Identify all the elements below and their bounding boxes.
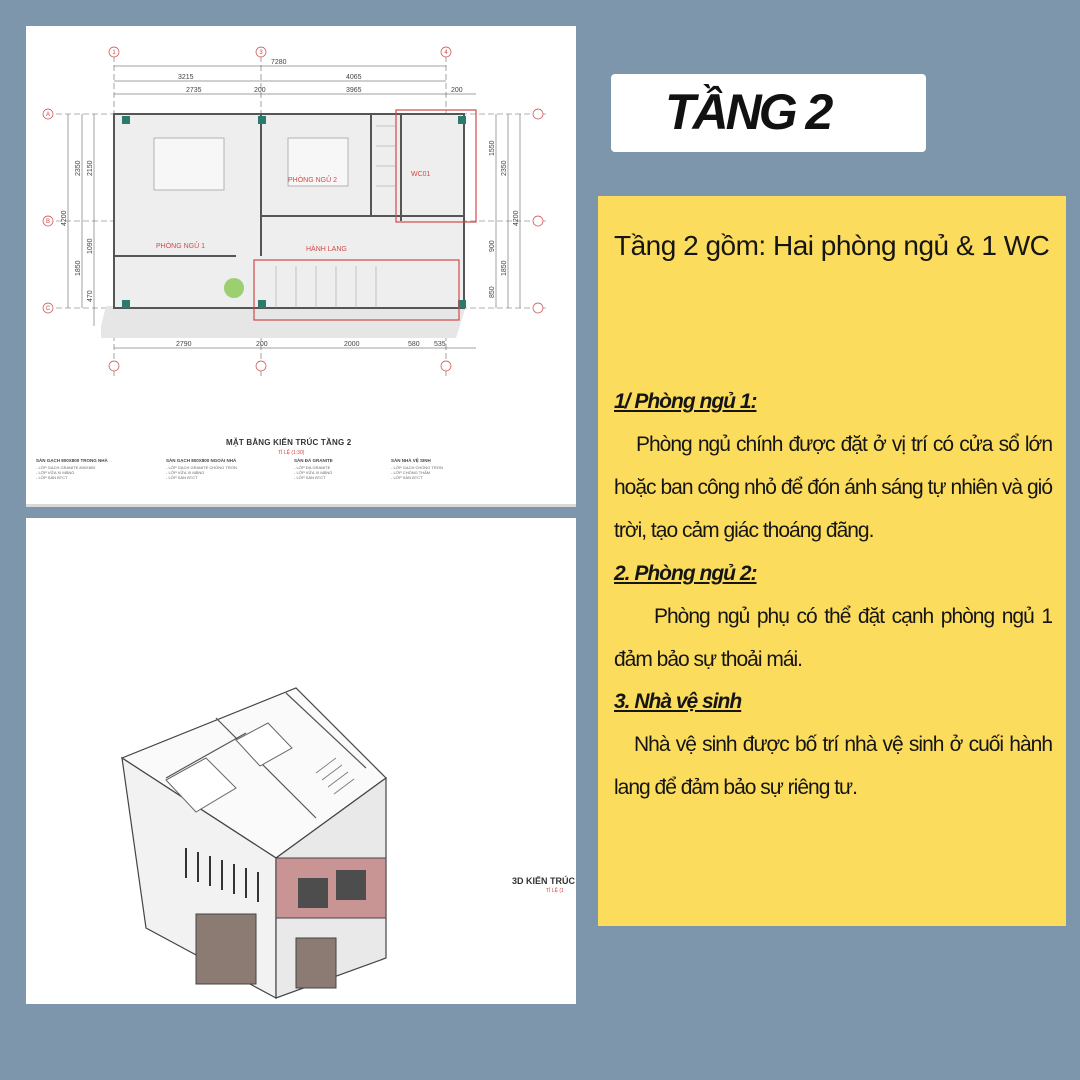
info-panel [598, 196, 1066, 926]
dim-top-total: 7280 [271, 59, 287, 66]
floor-plan-drawing [26, 26, 576, 504]
grid-col-3: 3 [259, 50, 263, 56]
dim-left-2: 1850 [75, 260, 82, 276]
room-label-bedroom1: PHÒNG NGỦ 1 [156, 243, 206, 250]
dim-right-2: 1850 [501, 260, 508, 276]
dim-top-2: 4065 [346, 74, 362, 81]
dim-left-total: 4200 [61, 210, 68, 226]
section-body: Phòng ngủ phụ có thể đặt cạnh phòng ngủ 1 đảm bảo sự thoải mái. [614, 605, 1052, 671]
page-title: TẦNG 2 [665, 84, 831, 140]
dim-right-total: 4200 [513, 210, 520, 226]
room-label-wc: WC01 [411, 171, 431, 178]
dim-left-5: 470 [87, 290, 94, 302]
dim-left-4: 1090 [87, 238, 94, 254]
legend-item: SÀN GẠCH 800X800 TRONG NHÀ - LỚP GẠCH GRANITE 800X800 - LỚP VỮA XI MĂNG - LỚP SÀN BTCT [36, 458, 108, 480]
dim-left-3: 2150 [87, 160, 94, 176]
section-heading: 1/ Phòng ngủ 1: [614, 390, 757, 413]
dim-left-1: 2350 [75, 160, 82, 176]
grid-row-a: A [45, 112, 51, 118]
dim-bottom-sub-5: 535 [434, 341, 446, 348]
section-body: Phòng ngủ chính được đặt ở vị trí có cửa sổ lớn hoặc ban công nhỏ để đón ánh sáng tự nhiên và gió trời, tạo cảm giác thoáng đãng. [614, 433, 1052, 542]
intro-text: Tầng 2 gồm: Hai phòng ngủ & 1 WC [614, 230, 1050, 261]
room-label-corridor: HÀNH LANG [306, 246, 347, 253]
section-heading: 2. Phòng ngủ 2: [614, 562, 757, 585]
dim-right-1: 2350 [501, 160, 508, 176]
grid-col-4: 4 [444, 50, 448, 56]
section-bedroom1 [614, 380, 1052, 552]
title-box [611, 74, 926, 152]
grid-row-b: B [45, 219, 51, 225]
render-sheet [26, 518, 576, 1004]
dim-top-sub-3: 3965 [346, 87, 362, 94]
dim-right-4: 900 [489, 240, 496, 252]
section-body: Nhà vệ sinh được bố trí nhà vệ sinh ở cuối hành lang để đảm bảo sự riêng tư. [614, 733, 1052, 799]
legend-item: SÀN ĐÁ GRANITE - LỚP ĐÁ GRANITE - LỚP VỮA XI MĂNG - LỚP SÀN BTCT [294, 458, 333, 480]
section-bedroom2 [614, 552, 1052, 681]
dim-top-sub-2: 200 [254, 87, 266, 94]
dim-right-5: 850 [489, 286, 496, 298]
dim-top-sub-1: 2735 [186, 87, 202, 94]
dim-top-1: 3215 [178, 74, 194, 81]
dim-bottom-sub-3: 2000 [344, 341, 360, 348]
legend-item: SÀN NHÀ VỆ SINH - LỚP GẠCH CHỐNG TRƠN - LỚP CHỐNG THẤM - LỚP SÀN BTCT [391, 458, 444, 480]
dim-bottom-sub-2: 200 [256, 341, 268, 348]
room-label-bedroom2: PHÒNG NGỦ 2 [288, 177, 338, 184]
dim-right-3: 1550 [489, 140, 496, 156]
legend-item: SÀN GẠCH 800X800 NGOÀI NHÀ - LỚP GẠCH GRANITE CHỐNG TRƠN - LỚP VỮA XI MĂNG - LỚP SÀN BTCT [166, 458, 237, 480]
grid-col-1: 1 [112, 50, 116, 56]
grid-row-c: C [45, 306, 51, 312]
plan-scale: TỈ LỆ (1:30) [278, 450, 305, 456]
render-3d-illustration [26, 518, 576, 1004]
section-wc [614, 680, 1052, 809]
dim-bottom-sub-1: 2790 [176, 341, 192, 348]
render-title: 3D KIẾN TRÚC [512, 876, 576, 886]
dim-bottom-sub-4: 580 [408, 341, 420, 348]
floor-plan-sheet [26, 26, 576, 507]
plan-title: MẶT BẰNG KIẾN TRÚC TẦNG 2 [226, 438, 352, 447]
dim-top-sub-4: 200 [451, 87, 463, 94]
section-heading: 3. Nhà vệ sinh [614, 690, 742, 713]
render-subtitle: TỈ LỆ (1 [546, 888, 564, 894]
